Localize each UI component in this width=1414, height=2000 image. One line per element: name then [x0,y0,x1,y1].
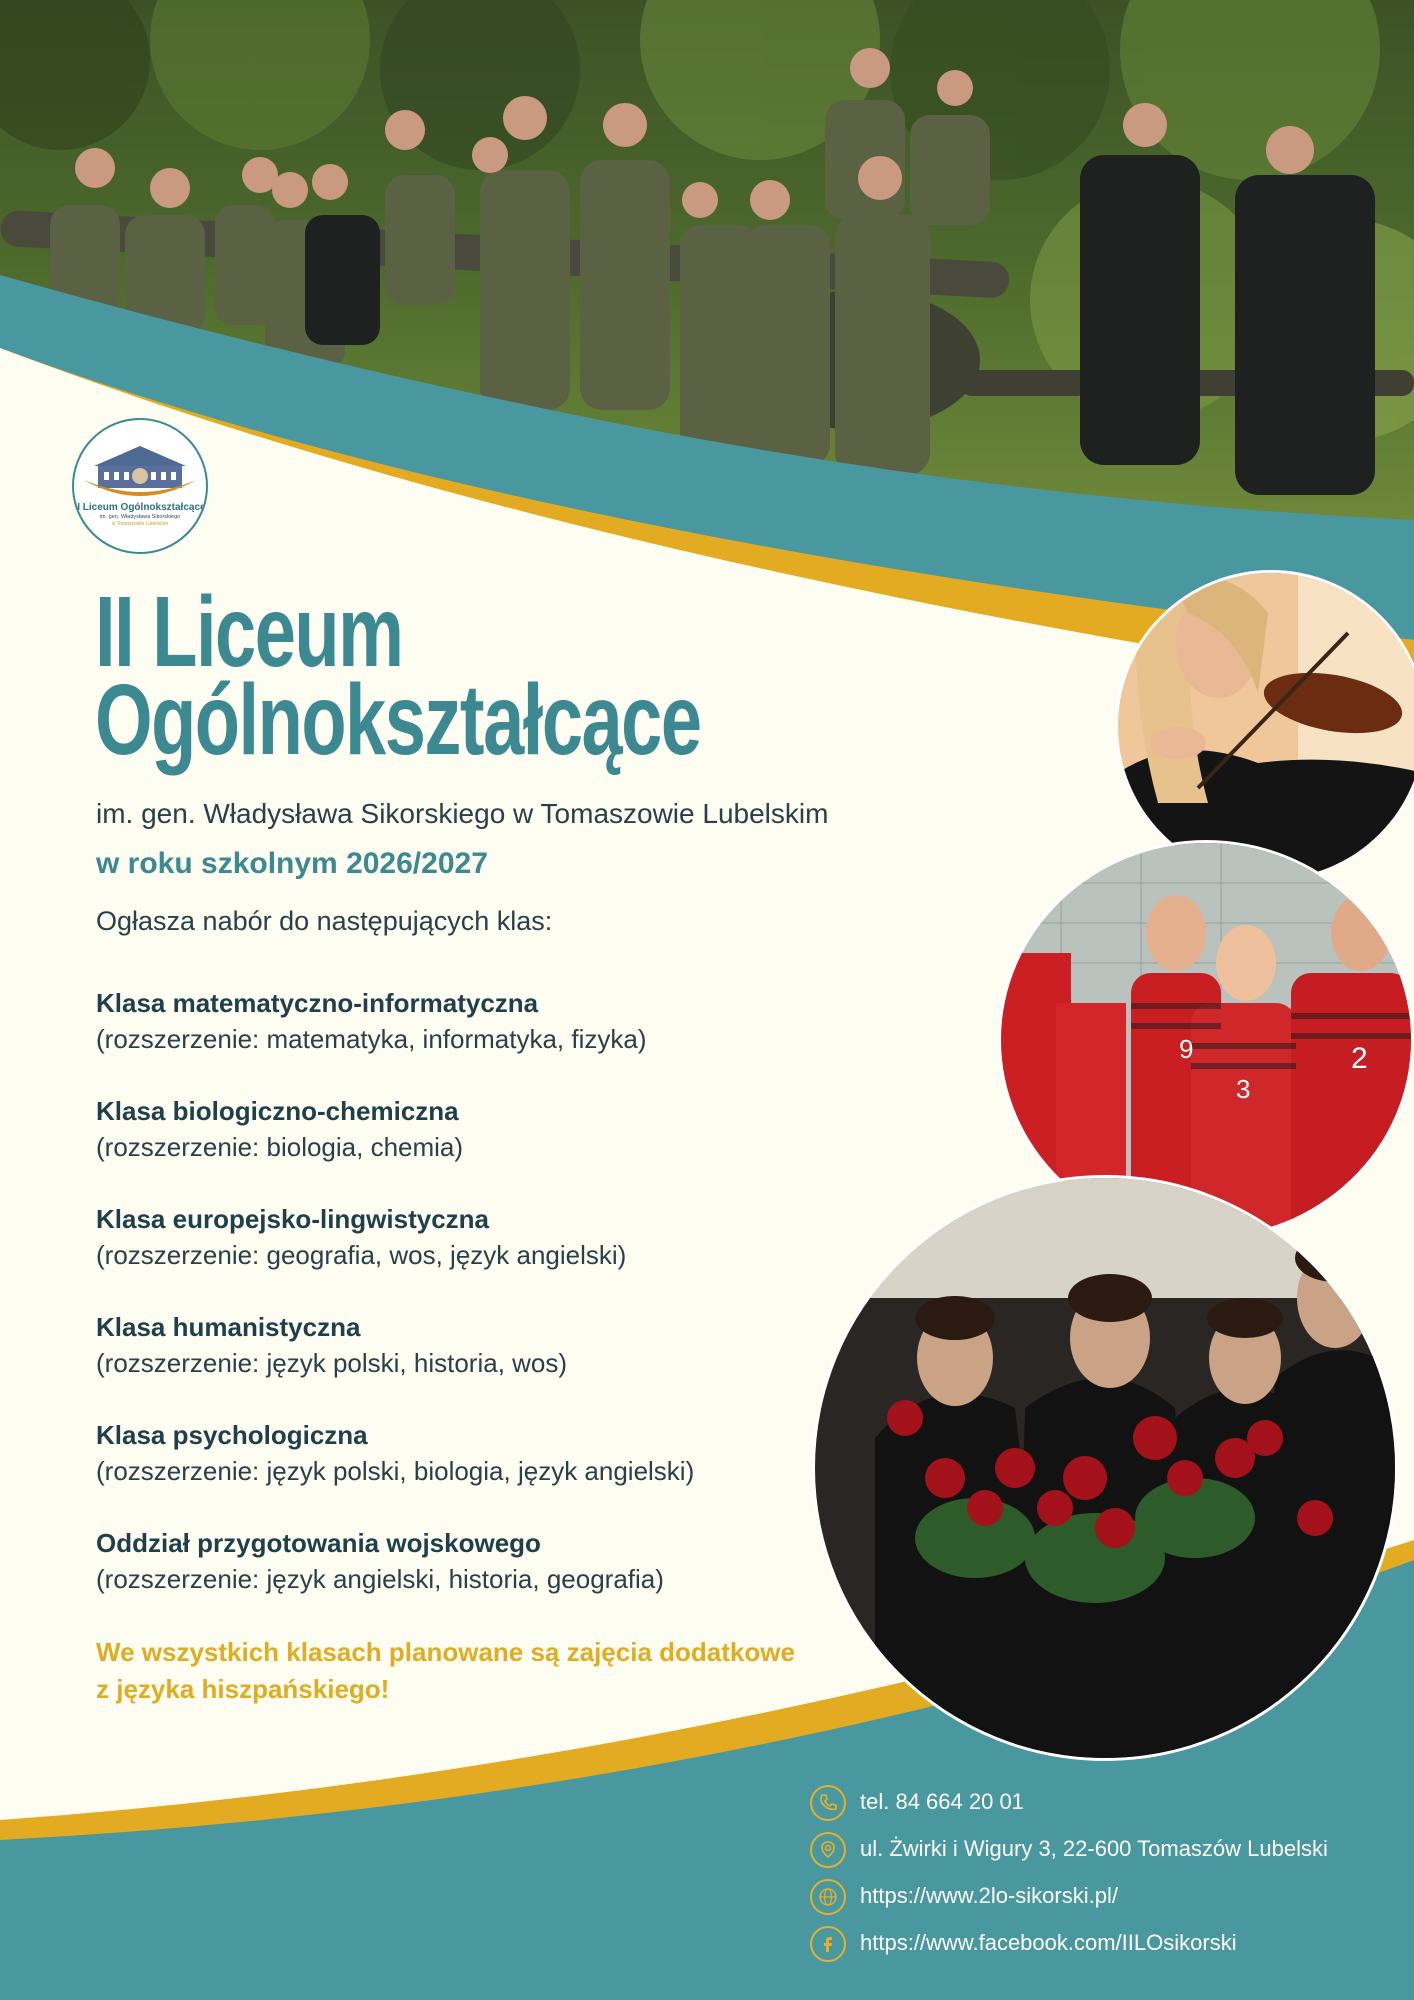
school-patron-subtitle: im. gen. Władysława Sikorskiego w Tomaszowie Lubelskim [96,798,829,829]
page-title [95,576,701,776]
phone-text: tel. 84 664 20 01 [860,1789,1024,1814]
class-list [96,985,816,1633]
logo-city: w Tomaszowie Lubelskim [111,521,169,527]
jersey-number: 2 [1351,1042,1368,1075]
class-extension: (rozszerzenie: język angielski, historia, geografia) [96,1564,664,1594]
list-item [96,1417,816,1525]
school-year: w roku szkolnym 2026/2027 [96,847,488,880]
class-name: Klasa matematyczno-informatyczna [96,988,539,1018]
location-pin-icon [810,1832,846,1868]
school-logo [72,418,208,554]
phone-icon [810,1785,846,1821]
website-link[interactable]: https://www.2lo-sikorski.pl/ [860,1883,1118,1908]
class-name: Klasa psychologiczna [96,1420,368,1450]
jersey-number: 9 [1179,1034,1194,1064]
logo-school-name: II Liceum Ogólnokształcące [74,502,206,513]
class-extension: (rozszerzenie: język polski, historia, wos) [96,1348,568,1378]
class-extension: (rozszerzenie: biologia, chemia) [96,1132,464,1162]
class-extension: (rozszerzenie: matematyka, informatyka, fizyka) [96,1024,647,1054]
list-item [96,1201,816,1309]
title-line-2: Ogólnokształcące [95,664,701,776]
spanish-note: We wszystkich klasach planowane są zajęcia dodatkowe z języka hiszpańskiego! [96,1637,795,1704]
photo-violinist [1115,570,1414,882]
class-name: Klasa europejsko-lingwistyczna [96,1204,490,1234]
facebook-link[interactable]: https://www.facebook.com/IILOsikorski [860,1930,1237,1955]
school-building-icon [74,420,206,552]
class-name: Klasa biologiczno-chemiczna [96,1096,459,1126]
title-line-1: II Liceum [95,576,403,688]
class-name: Oddział przygotowania wojskowego [96,1528,541,1558]
recruitment-intro: Ogłasza nabór do następujących klas: [96,906,553,936]
list-item [96,1309,816,1417]
class-extension: (rozszerzenie: geografia, wos, język angielski) [96,1240,627,1270]
globe-icon [810,1879,846,1915]
list-item [96,1525,816,1633]
photo-students-roses [812,1175,1398,1761]
address-text: ul. Żwirki i Wigury 3, 22-600 Tomaszów Lubelski [860,1836,1328,1861]
logo-patron: im. gen. Władysława Sikorskiego [99,514,181,520]
list-item [96,985,816,1093]
jersey-number: 3 [1236,1074,1251,1104]
class-name: Klasa humanistyczna [96,1312,361,1342]
list-item [96,1093,816,1201]
facebook-icon [810,1926,846,1962]
class-extension: (rozszerzenie: język polski, biologia, język angielski) [96,1456,695,1486]
